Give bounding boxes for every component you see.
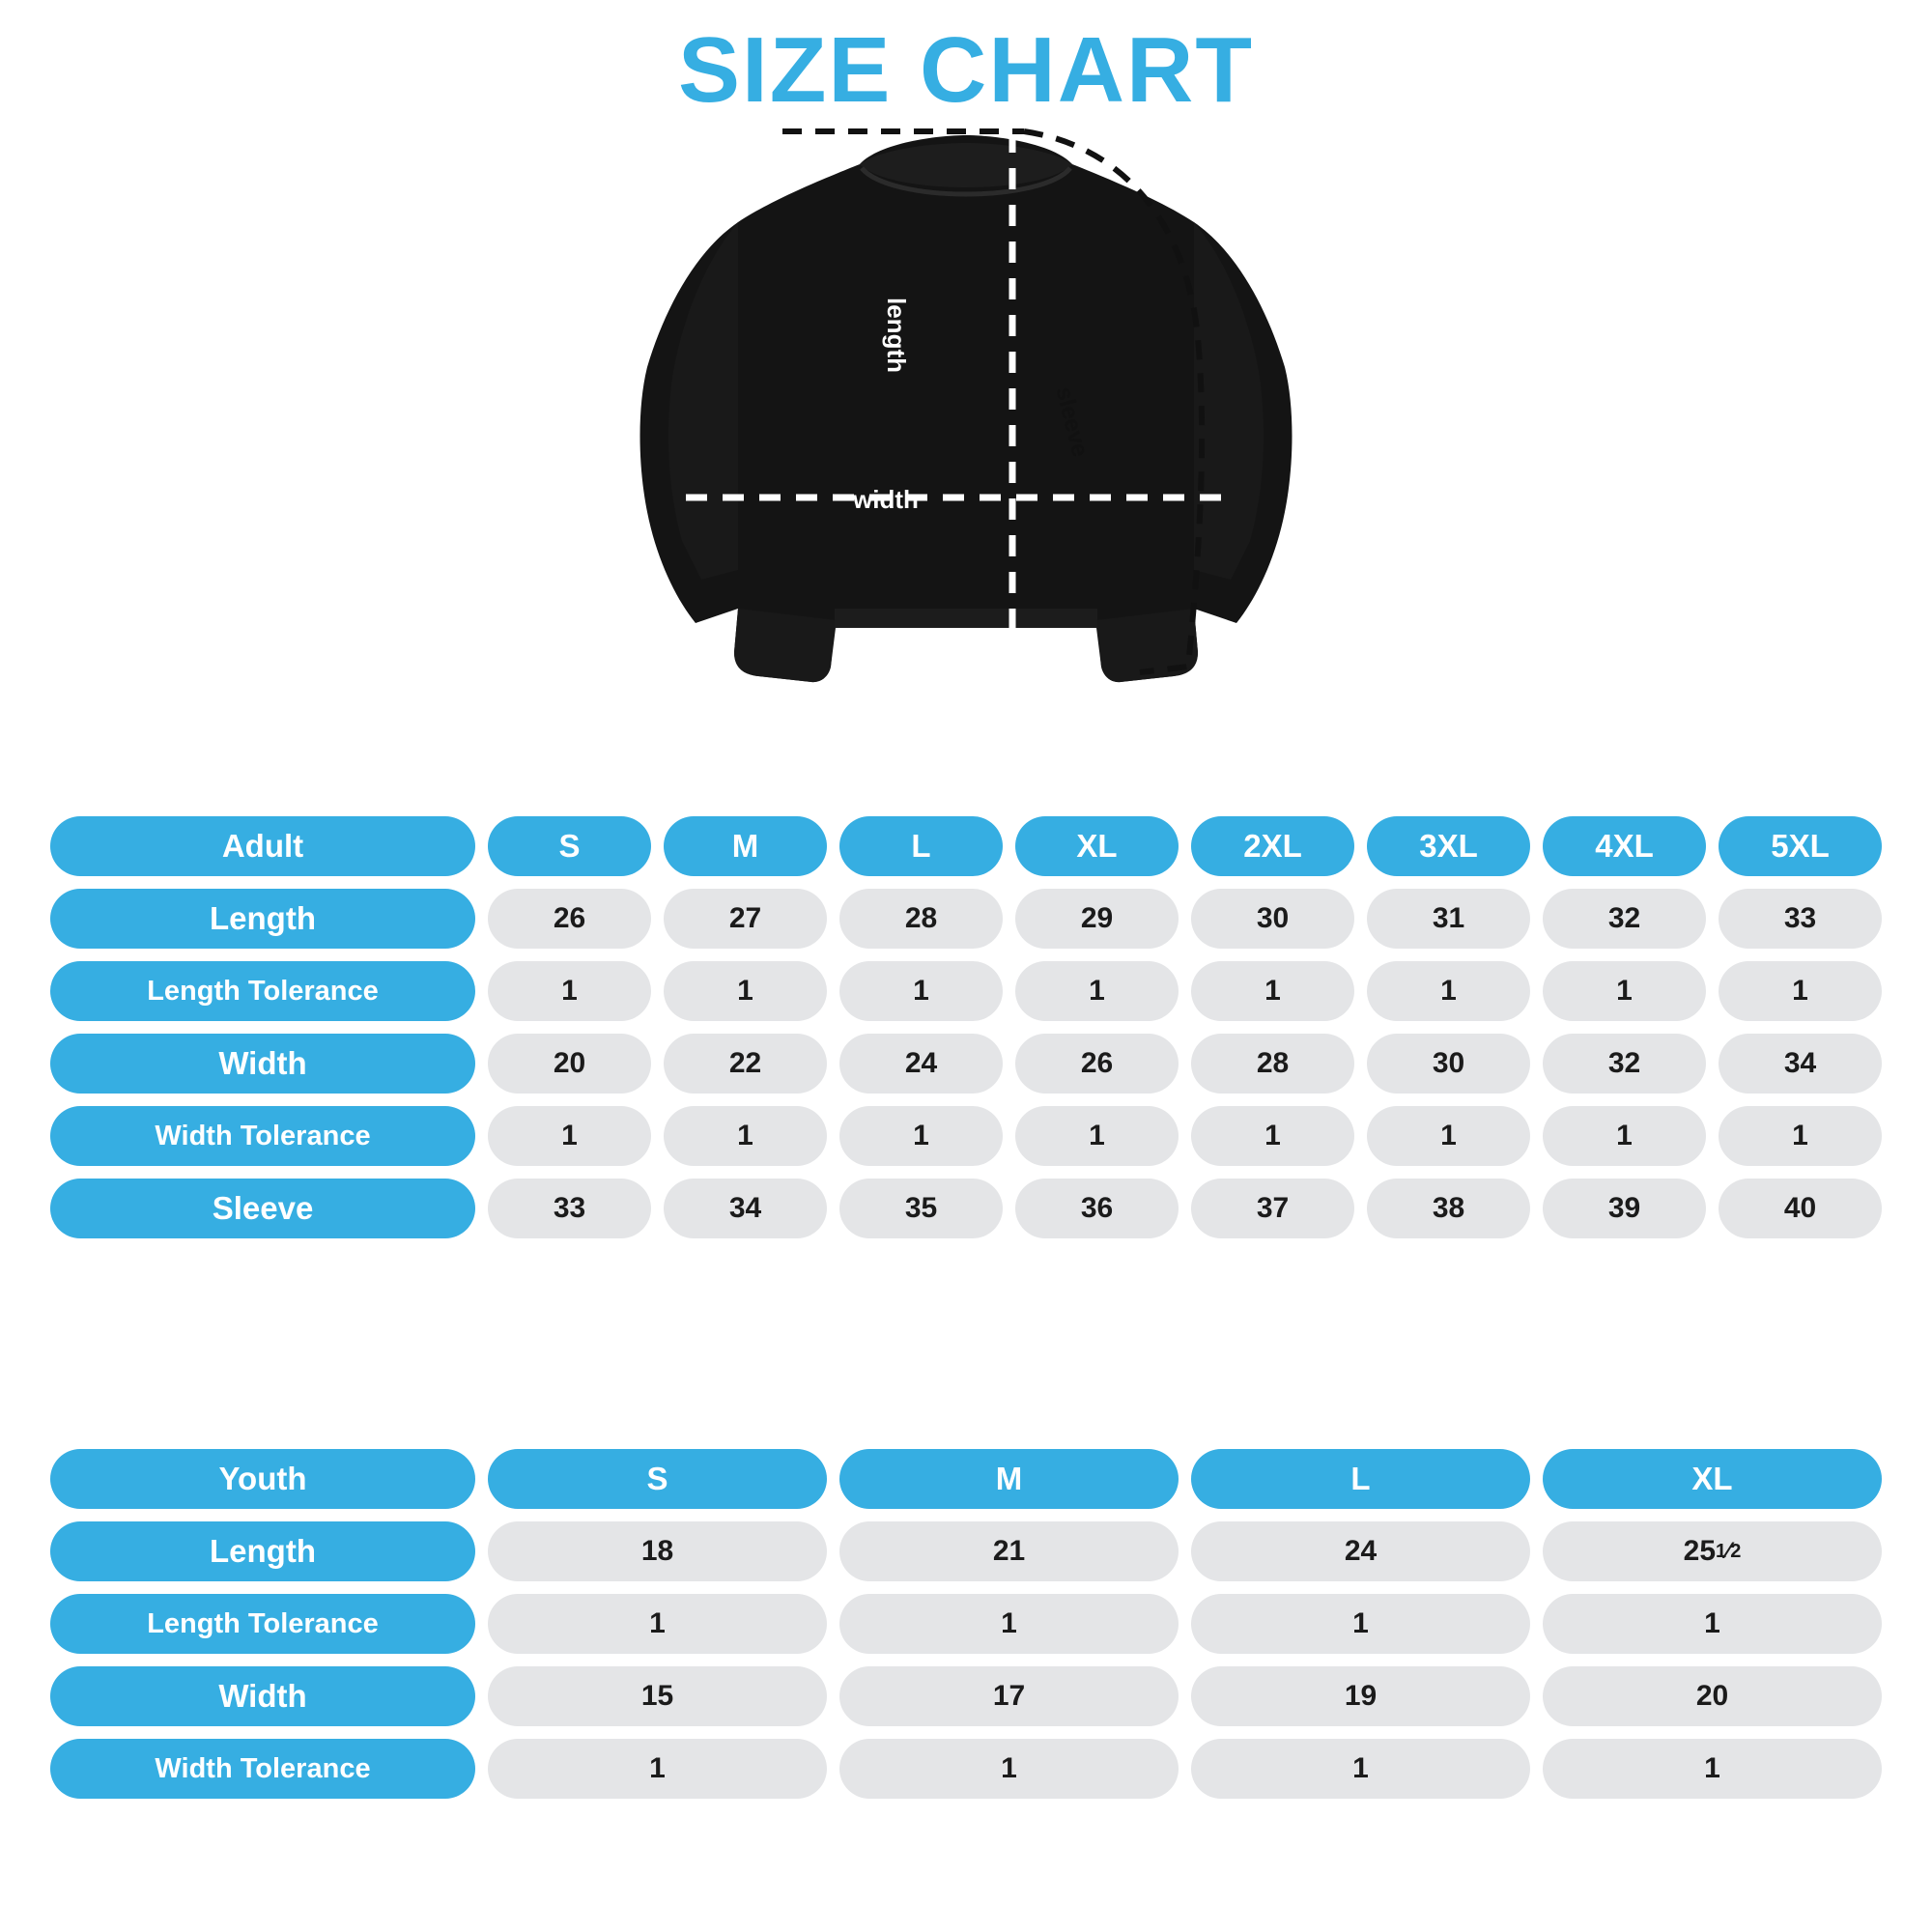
adult-size-table <box>50 816 1882 1238</box>
table-cell: 1 <box>664 1106 827 1166</box>
row-label-length-tolerance: Length Tolerance <box>50 961 475 1021</box>
adult-size-4xl: 4XL <box>1543 816 1706 876</box>
table-row <box>50 889 1882 949</box>
table-cell: 35 <box>839 1179 1003 1238</box>
adult-size-s: S <box>488 816 651 876</box>
table-cell: 32 <box>1543 889 1706 949</box>
table-cell: 1 <box>1191 1594 1530 1654</box>
row-label-length: Length <box>50 889 475 949</box>
table-cell: 27 <box>664 889 827 949</box>
sweatshirt-graphic <box>618 126 1314 802</box>
table-row <box>50 1179 1882 1238</box>
youth-table-title: Youth <box>50 1449 475 1509</box>
table-cell: 38 <box>1367 1179 1530 1238</box>
table-cell: 34 <box>1719 1034 1882 1094</box>
table-cell: 25 1 ⁄ 2 <box>1543 1521 1882 1581</box>
table-cell: 28 <box>1191 1034 1354 1094</box>
row-label-sleeve: Sleeve <box>50 1179 475 1238</box>
adult-size-5xl: 5XL <box>1719 816 1882 876</box>
table-cell: 33 <box>1719 889 1882 949</box>
table-row <box>50 1034 1882 1094</box>
table-cell: 20 <box>1543 1666 1882 1726</box>
table-cell: 1 <box>664 961 827 1021</box>
table-cell: 1 <box>1191 961 1354 1021</box>
table-cell: 33 <box>488 1179 651 1238</box>
row-label-width: Width <box>50 1666 475 1726</box>
adult-table-header-row <box>50 816 1882 876</box>
table-cell: 1 <box>1543 1594 1882 1654</box>
table-cell: 30 <box>1367 1034 1530 1094</box>
table-cell: 1 <box>1191 1739 1530 1799</box>
table-cell: 1 <box>1719 961 1882 1021</box>
table-cell: 30 <box>1191 889 1354 949</box>
width-measure-label: width <box>853 485 919 514</box>
table-cell: 1 <box>1719 1106 1882 1166</box>
table-row <box>50 1594 1882 1654</box>
length-measure-label: length <box>882 298 911 373</box>
adult-size-3xl: 3XL <box>1367 816 1530 876</box>
table-cell: 1 <box>1015 961 1179 1021</box>
table-cell: 26 <box>488 889 651 949</box>
row-label-width-tolerance: Width Tolerance <box>50 1106 475 1166</box>
table-cell: 31 <box>1367 889 1530 949</box>
table-cell: 28 <box>839 889 1003 949</box>
table-cell: 1 <box>1543 1739 1882 1799</box>
table-cell: 18 <box>488 1521 827 1581</box>
table-cell: 36 <box>1015 1179 1179 1238</box>
table-cell: 24 <box>1191 1521 1530 1581</box>
table-cell: 21 <box>839 1521 1179 1581</box>
table-row <box>50 1106 1882 1166</box>
table-cell: 20 <box>488 1034 651 1094</box>
table-cell: 1 <box>1543 961 1706 1021</box>
youth-size-m: M <box>839 1449 1179 1509</box>
table-cell: 1 <box>488 1106 651 1166</box>
table-cell: 32 <box>1543 1034 1706 1094</box>
table-cell: 1 <box>488 1739 827 1799</box>
adult-size-l: L <box>839 816 1003 876</box>
table-cell: 1 <box>1367 961 1530 1021</box>
table-row <box>50 1666 1882 1726</box>
adult-size-2xl: 2XL <box>1191 816 1354 876</box>
youth-size-s: S <box>488 1449 827 1509</box>
table-cell: 1 <box>488 961 651 1021</box>
table-row <box>50 961 1882 1021</box>
row-label-length: Length <box>50 1521 475 1581</box>
table-cell: 1 <box>839 1739 1179 1799</box>
youth-size-l: L <box>1191 1449 1530 1509</box>
garment-illustration <box>618 126 1314 802</box>
table-cell: 1 <box>488 1594 827 1654</box>
youth-size-table <box>50 1449 1882 1799</box>
table-cell: 1 <box>839 1106 1003 1166</box>
table-cell: 1 <box>839 1594 1179 1654</box>
sleeve-measure-label: sleeve <box>1050 384 1094 460</box>
adult-size-m: M <box>664 816 827 876</box>
table-cell: 17 <box>839 1666 1179 1726</box>
table-cell: 29 <box>1015 889 1179 949</box>
table-cell: 1 <box>1367 1106 1530 1166</box>
table-cell: 24 <box>839 1034 1003 1094</box>
table-cell: 1 <box>1543 1106 1706 1166</box>
row-label-width-tolerance: Width Tolerance <box>50 1739 475 1799</box>
youth-table-header-row <box>50 1449 1882 1509</box>
table-cell: 19 <box>1191 1666 1530 1726</box>
adult-table-title: Adult <box>50 816 475 876</box>
table-cell: 26 <box>1015 1034 1179 1094</box>
table-cell: 34 <box>664 1179 827 1238</box>
table-cell: 1 <box>1191 1106 1354 1166</box>
adult-size-xl: XL <box>1015 816 1179 876</box>
table-cell: 15 <box>488 1666 827 1726</box>
table-cell: 1 <box>839 961 1003 1021</box>
table-row <box>50 1739 1882 1799</box>
table-row <box>50 1521 1882 1581</box>
row-label-length-tolerance: Length Tolerance <box>50 1594 475 1654</box>
page-title: SIZE CHART <box>678 18 1254 122</box>
table-cell: 40 <box>1719 1179 1882 1238</box>
table-cell: 1 <box>1015 1106 1179 1166</box>
table-cell: 39 <box>1543 1179 1706 1238</box>
row-label-width: Width <box>50 1034 475 1094</box>
table-cell: 22 <box>664 1034 827 1094</box>
youth-size-xl: XL <box>1543 1449 1882 1509</box>
table-cell: 37 <box>1191 1179 1354 1238</box>
